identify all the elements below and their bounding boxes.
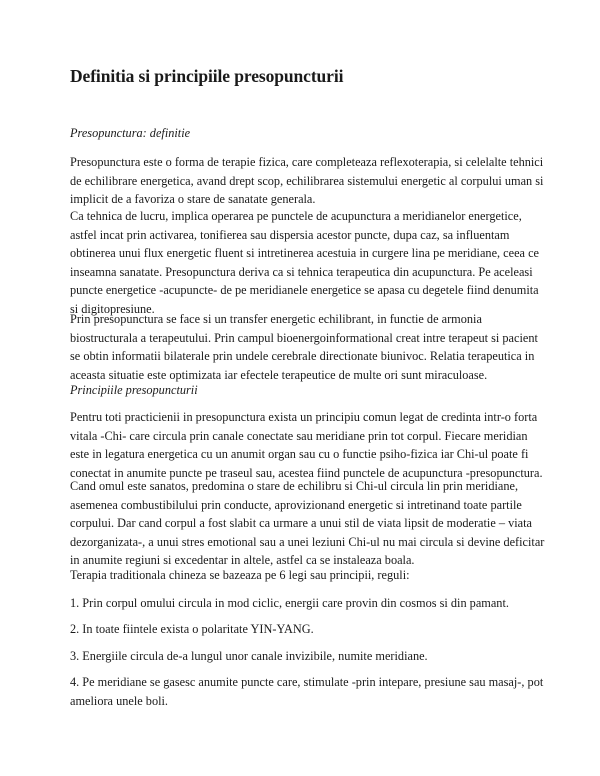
rule-2 [70, 620, 540, 639]
paragraph-line: aceasta situatie este optimizata iar efectele terapeutice de multe ori sunt miraculoase. [70, 367, 488, 382]
paragraph-2 [70, 207, 540, 319]
paragraph-line: obtinerea unui flux energetic fluent si intretinerea acestuia in curgere lina pe meridiane, ceea ce [70, 246, 539, 261]
paragraph-5 [70, 477, 545, 570]
paragraph-1 [70, 153, 544, 209]
paragraph-line: Cand omul este sanatos, predomina o stare de echilibru si Chi-ul circula lin prin meridiane, [70, 479, 519, 493]
paragraph-line: 2. In toate fiintele exista o polaritate YIN-YANG. [70, 622, 314, 636]
paragraph-line: Prin presopunctura se face si un transfer energetic echilibrant, in functie de armonia [70, 312, 482, 326]
section-heading-definition: Presopunctura: definitie [70, 126, 191, 140]
paragraph-4 [70, 408, 543, 482]
paragraph-line: conectat in anumite puncte pe traseul sau, acestea fiind punctele de acupunctura -presopunctura. [70, 465, 543, 480]
paragraph-line: se obtin informatii bilaterale prin undele cerebrale directionate biunivoc. Relatia terapeutica in [70, 349, 535, 364]
paragraph-6 [70, 566, 540, 585]
paragraph-line: puncte energetice -acupuncte- de pe meridianele energetice se apasa cu degetele fiind denumita [70, 283, 539, 298]
paragraph-line: implicit de a favoriza o stare de sanatate generala. [70, 192, 316, 207]
paragraph-line: in anumite regiuni si excedentar in altele, astfel ca se instaleaza boala. [70, 553, 415, 568]
paragraph-line: si digitopresiune. [70, 301, 155, 316]
paragraph-line: ameliora unele boli. [70, 693, 168, 708]
paragraph-line: corpului. Dar cand corpul a fost slabit ca urmare a unui stil de viata lipsit de moderatie – viata [70, 516, 533, 531]
paragraph-line: 3. Energiile circula de-a lungul unor canale invizibile, numite meridiane. [70, 649, 428, 663]
paragraph-line: asemenea combustibilului prin conducte, aprovizionand energetic si intretinand toate partile [70, 497, 522, 512]
paragraph-line: Ca tehnica de lucru, implica operarea pe punctele de acupunctura a meridianelor energetice, [70, 209, 522, 223]
paragraph-line: vitala -Chi- care circula prin canale conectate sau meridiane prin tot corpul. Fiecare meridian [70, 428, 528, 443]
section-heading-principles: Principiile presopuncturii [70, 383, 198, 397]
paragraph-line: este in legatura energetica cu un anumit organ sau cu o functie psiho-fizica iar Chi-ul poate fi [70, 447, 529, 462]
paragraph-line: de echilibrare energetica, avand drept scop, echilibrarea sistemului energetic al corpului uman si [70, 173, 544, 188]
rule-3 [70, 647, 540, 666]
paragraph-line: astfel incat prin activarea, tonifierea sau dispersia acestor puncte, dupa caz, sa influentam [70, 227, 510, 242]
paragraph-3 [70, 310, 540, 384]
paragraph-line: biostructurala a terapeutului. Prin campul bioenergoinformational creat intre terapeut si pacient [70, 330, 538, 345]
paragraph-line: inseamna sanatate. Presopunctura deriva ca si tehnica terapeutica din acupunctura. Pe aceleasi [70, 264, 533, 279]
paragraph-line: Pentru toti practicienii in presopunctura exista un principiu comun legat de credinta intr-o forta [70, 410, 538, 424]
paragraph-line: dezorganizata-, a unui stres emotional sau a unei leziuni Chi-ul nu mai circula si devine deficitar [70, 534, 545, 549]
paragraph-line: Terapia traditionala chineza se bazeaza pe 6 legi sau principii, reguli: [70, 568, 410, 582]
paragraph-line: 4. Pe meridiane se gasesc anumite puncte care, stimulate -prin intepare, presiune sau masaj-, pot [70, 675, 544, 689]
paragraph-line: Presopunctura este o forma de terapie fizica, care completeaza reflexoterapia, si celelalte tehnici [70, 155, 544, 169]
paragraph-line: 1. Prin corpul omului circula in mod ciclic, energii care provin din cosmos si din pamant. [70, 596, 509, 610]
rule-1 [70, 594, 540, 613]
rule-4 [70, 673, 544, 710]
page-title: Definitia si principiile presopuncturii [70, 66, 344, 86]
